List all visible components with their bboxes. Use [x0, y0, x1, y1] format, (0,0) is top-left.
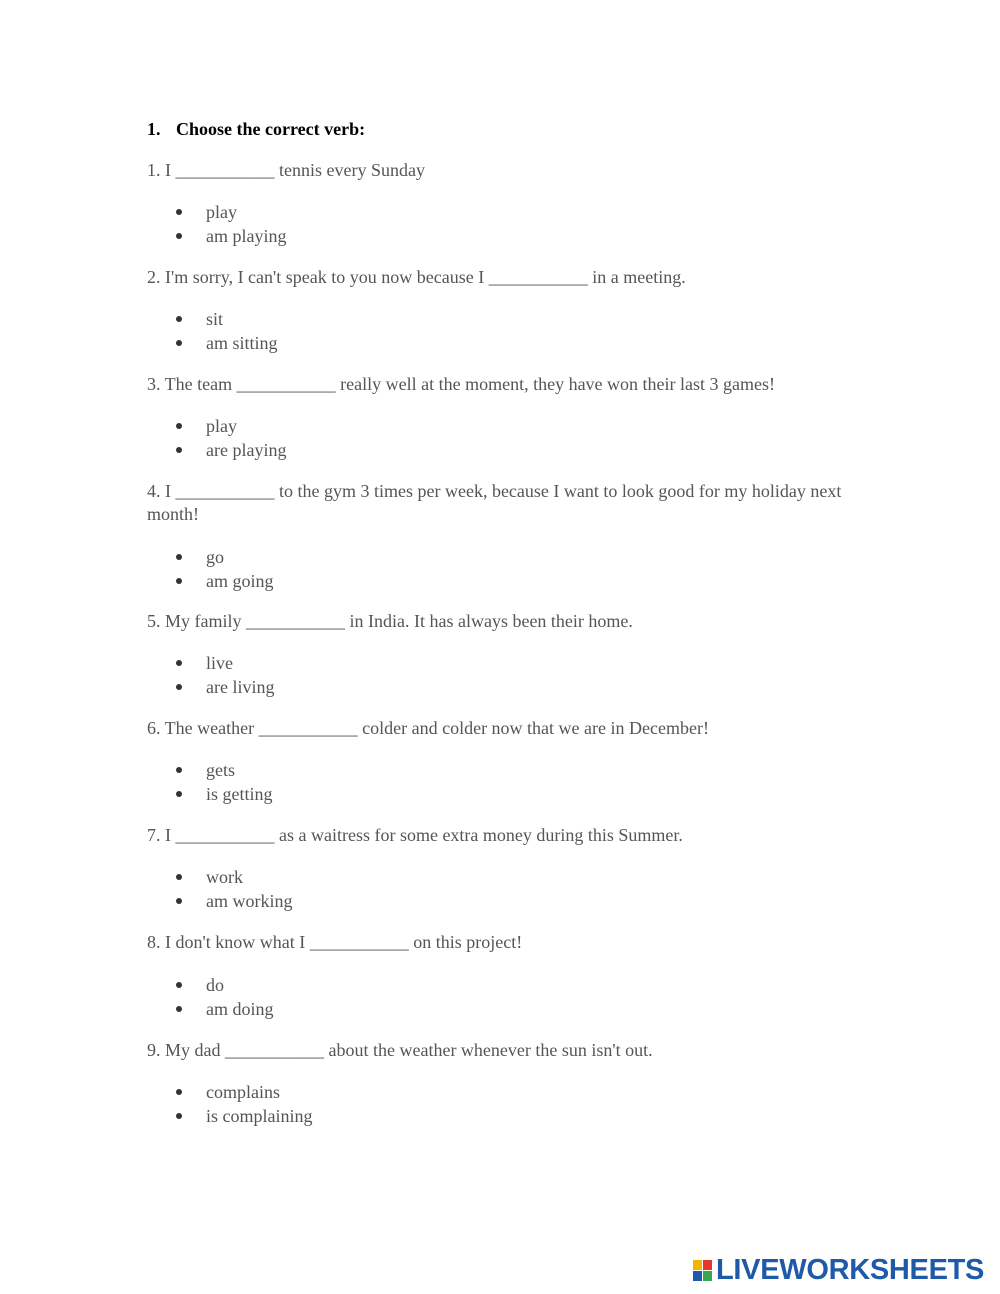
option-label: am doing	[206, 999, 274, 1019]
option-label: sit	[206, 309, 224, 329]
question-text: 7. I ___________ as a waitress for some extra money during this Summer.	[147, 825, 683, 845]
bullet-icon	[176, 898, 182, 904]
option-label: work	[206, 867, 243, 887]
answer-option[interactable]	[176, 224, 286, 248]
question-text: 3. The team ___________ really well at the moment, they have won their last 3 games!	[147, 374, 776, 394]
answer-option[interactable]	[176, 438, 286, 462]
option-label: am working	[206, 891, 293, 911]
answer-option[interactable]	[176, 973, 274, 997]
option-label: go	[206, 547, 224, 567]
option-label: is complaining	[206, 1106, 313, 1126]
answer-option[interactable]	[176, 331, 278, 355]
option-list	[176, 414, 286, 462]
option-list	[176, 200, 286, 248]
answer-option[interactable]	[176, 569, 274, 593]
option-list	[176, 758, 273, 806]
logo-square	[703, 1271, 712, 1281]
logo-square	[703, 1260, 712, 1270]
bullet-icon	[176, 874, 182, 880]
logo-mark-icon	[693, 1260, 712, 1281]
logo-square	[693, 1271, 702, 1281]
option-label: are living	[206, 677, 275, 697]
answer-option[interactable]	[176, 1104, 313, 1128]
bullet-icon	[176, 1006, 182, 1012]
logo-square	[693, 1260, 702, 1270]
bullet-icon	[176, 554, 182, 560]
question-text: 6. The weather ___________ colder and colder now that we are in December!	[147, 718, 709, 738]
bullet-icon	[176, 447, 182, 453]
option-label: do	[206, 975, 224, 995]
bullet-icon	[176, 660, 182, 666]
bullet-icon	[176, 423, 182, 429]
option-label: am playing	[206, 226, 287, 246]
section-title: Choose the correct verb:	[176, 119, 366, 139]
bullet-icon	[176, 1089, 182, 1095]
option-list	[176, 651, 274, 699]
bullet-icon	[176, 767, 182, 773]
option-list	[176, 973, 274, 1021]
bullet-icon	[176, 684, 182, 690]
option-list	[176, 307, 278, 355]
option-label: is getting	[206, 784, 273, 804]
answer-option[interactable]	[176, 414, 286, 438]
option-label: play	[206, 202, 237, 222]
answer-option[interactable]	[176, 889, 292, 913]
bullet-icon	[176, 233, 182, 239]
question-text: 8. I don't know what I ___________ on this project!	[147, 932, 523, 952]
option-list	[176, 1080, 313, 1128]
section-number: 1.	[147, 119, 161, 139]
logo-text: LIVEWORKSHEETS	[716, 1253, 985, 1286]
answer-option[interactable]	[176, 865, 292, 889]
answer-option[interactable]	[176, 758, 273, 782]
bullet-icon	[176, 316, 182, 322]
question-text: 5. My family ___________ in India. It has always been their home.	[147, 611, 633, 631]
bullet-icon	[176, 578, 182, 584]
option-list	[176, 865, 292, 913]
answer-option[interactable]	[176, 307, 278, 331]
option-label: play	[206, 416, 237, 436]
answer-option[interactable]	[176, 651, 274, 675]
answer-option[interactable]	[176, 675, 274, 699]
option-label: gets	[206, 760, 235, 780]
question-text: 1. I ___________ tennis every Sunday	[147, 160, 425, 180]
liveworksheets-logo	[693, 1254, 984, 1286]
option-label: am sitting	[206, 333, 278, 353]
bullet-icon	[176, 1113, 182, 1119]
option-label: complains	[206, 1082, 280, 1102]
bullet-icon	[176, 209, 182, 215]
answer-option[interactable]	[176, 997, 274, 1021]
section-heading	[147, 119, 365, 140]
bullet-icon	[176, 340, 182, 346]
option-list	[176, 545, 274, 593]
bullet-icon	[176, 791, 182, 797]
bullet-icon	[176, 982, 182, 988]
question-text: 4. I ___________ to the gym 3 times per week, because I want to look good for my holiday next month!	[147, 481, 842, 524]
answer-option[interactable]	[176, 1080, 313, 1104]
option-label: are playing	[206, 440, 287, 460]
answer-option[interactable]	[176, 200, 286, 224]
question-text: 9. My dad ___________ about the weather whenever the sun isn't out.	[147, 1040, 653, 1060]
option-label: am going	[206, 571, 274, 591]
question-text: 2. I'm sorry, I can't speak to you now because I ___________ in a meeting.	[147, 267, 686, 287]
answer-option[interactable]	[176, 545, 274, 569]
answer-option[interactable]	[176, 782, 273, 806]
option-label: live	[206, 653, 233, 673]
